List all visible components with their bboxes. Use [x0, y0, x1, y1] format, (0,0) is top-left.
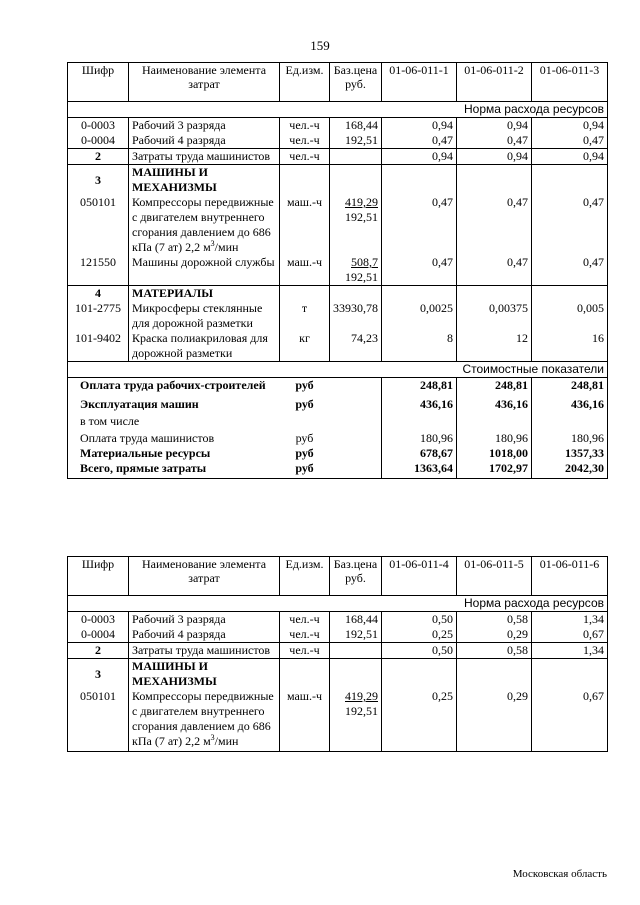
summary-label: Эксплуатация машин: [68, 393, 280, 412]
row-price: 192,51: [330, 133, 382, 149]
header-price: Баз.цена руб.: [330, 557, 382, 596]
header-code: Шифр: [68, 557, 129, 596]
material-price: 74,23: [330, 331, 382, 362]
machines-title: МАШИНЫ И МЕХАНИЗМЫ: [129, 659, 280, 690]
machine-value-1: 0,47: [382, 195, 457, 255]
machine-value-3: 0,47: [532, 255, 608, 286]
header-col-3: 01-06-011-3: [532, 63, 608, 102]
labor-code: 2: [68, 643, 129, 659]
row-value-2: 0,58: [457, 612, 532, 628]
header-name: Наименование элемента затрат: [129, 63, 280, 102]
page-number: 159: [310, 38, 330, 53]
machine-value-2: 0,47: [457, 255, 532, 286]
summary-value-3: 248,81: [532, 378, 608, 394]
summary-value-3: 1357,33: [532, 446, 608, 461]
machines-code: 3: [68, 165, 129, 196]
row-value-3: 0,67: [532, 627, 608, 643]
summary-unit: руб: [295, 397, 314, 411]
norm-label: Норма расхода ресурсов: [68, 102, 608, 118]
material-code: 101-9402: [68, 331, 129, 362]
row-code: 0-0004: [68, 133, 129, 149]
summary-value-1: 678,67: [382, 446, 457, 461]
summary-row: [68, 446, 608, 461]
summary-row: [68, 393, 608, 412]
table-row: [68, 118, 608, 134]
table-row: [68, 331, 608, 362]
table-header-row: [68, 557, 608, 596]
row-value-1: 0,47: [382, 133, 457, 149]
machine-value-3: 0,67: [532, 689, 608, 752]
machines-section-header: [68, 165, 608, 196]
header-unit: Ед.изм.: [280, 557, 330, 596]
machine-code: 050101: [68, 689, 129, 752]
machine-price: 419,29 192,51: [330, 689, 382, 752]
machine-name: Машины дорожной службы: [129, 255, 280, 286]
summary-value-1: 248,81: [382, 378, 457, 394]
summary-label: в том числе: [68, 412, 280, 429]
footer-region: Московская область: [512, 868, 607, 880]
header-col-2: 01-06-011-2: [457, 63, 532, 102]
material-value-3: 0,005: [532, 301, 608, 331]
machine-value-2: 0,29: [457, 689, 532, 752]
row-value-2: 0,47: [457, 133, 532, 149]
row-price: 168,44: [330, 118, 382, 134]
machine-name: Компрессоры передвижные с двигателем внутреннего сгорания давлением до 686 кПа (7 ат) 2,2 $м^3$/мин: [129, 195, 280, 255]
row-name: Рабочий 3 разряда: [129, 118, 280, 134]
norm-label: Норма расхода ресурсов: [68, 596, 608, 612]
header-name: Наименование элемента затрат: [129, 557, 280, 596]
table-row: [68, 255, 608, 286]
labor-row: [68, 643, 608, 659]
row-code: 0-0003: [68, 118, 129, 134]
labor-value-3: 1,34: [532, 643, 608, 659]
summary-value-2: 180,96: [457, 429, 532, 446]
row-value-2: 0,29: [457, 627, 532, 643]
summary-value-1: 180,96: [382, 429, 457, 446]
materials-section-header: [68, 286, 608, 302]
machine-unit: маш.-ч: [280, 195, 330, 255]
material-unit: т: [280, 301, 330, 331]
row-name: Рабочий 4 разряда: [129, 133, 280, 149]
material-name: Микросферы стеклянные для дорожной разметки: [129, 301, 280, 331]
material-name: Краска полиакриловая для дорожной разметки: [129, 331, 280, 362]
labor-value-2: 0,58: [457, 643, 532, 659]
header-col-6: 01-06-011-6: [532, 557, 608, 596]
estimate-table-2: [67, 556, 608, 752]
labor-unit: чел.-ч: [280, 149, 330, 165]
cost-label: Стоимостные показатели: [68, 362, 608, 378]
summary-value-1: 436,16: [382, 393, 457, 412]
summary-label: Оплата труда рабочих-строителей: [68, 378, 280, 394]
material-value-1: 8: [382, 331, 457, 362]
machine-code: 050101: [68, 195, 129, 255]
header-col-4: 01-06-011-4: [382, 557, 457, 596]
table-row: [68, 133, 608, 149]
summary-unit: руб: [295, 378, 314, 392]
header-col-5: 01-06-011-5: [457, 557, 532, 596]
material-value-2: 0,00375: [457, 301, 532, 331]
row-code: 0-0003: [68, 612, 129, 628]
summary-value-3: 180,96: [532, 429, 608, 446]
row-price: 192,51: [330, 627, 382, 643]
summary-value-3: 436,16: [532, 393, 608, 412]
row-value-3: 0,47: [532, 133, 608, 149]
summary-value-3: 2042,30: [532, 461, 608, 479]
machine-value-2: 0,47: [457, 195, 532, 255]
labor-value-2: 0,94: [457, 149, 532, 165]
labor-value-1: 0,50: [382, 643, 457, 659]
machine-price: 508,7 192,51: [330, 255, 382, 286]
summary-row: [68, 429, 608, 446]
machine-value-1: 0,25: [382, 689, 457, 752]
row-name: Рабочий 3 разряда: [129, 612, 280, 628]
machine-value-1: 0,47: [382, 255, 457, 286]
labor-value-1: 0,94: [382, 149, 457, 165]
materials-code: 4: [68, 286, 129, 302]
summary-unit: руб: [280, 461, 330, 479]
material-value-2: 12: [457, 331, 532, 362]
row-name: Рабочий 4 разряда: [129, 627, 280, 643]
row-value-1: 0,25: [382, 627, 457, 643]
summary-row: [68, 378, 608, 394]
estimate-table-1: [67, 62, 608, 479]
machine-price: 419,29 192,51: [330, 195, 382, 255]
machine-unit: маш.-ч: [280, 255, 330, 286]
summary-value-2: 1018,00: [457, 446, 532, 461]
labor-row: [68, 149, 608, 165]
labor-name: Затраты труда машинистов: [129, 643, 280, 659]
row-code: 0-0004: [68, 627, 129, 643]
row-value-1: 0,50: [382, 612, 457, 628]
row-unit: чел.-ч: [280, 118, 330, 134]
row-price: 168,44: [330, 612, 382, 628]
summary-value-1: 1363,64: [382, 461, 457, 479]
summary-value-2: 248,81: [457, 378, 532, 394]
machines-section-header: [68, 659, 608, 690]
summary-label: Оплата труда машинистов: [68, 429, 280, 446]
machine-code: 121550: [68, 255, 129, 286]
summary-label: Всего, прямые затраты: [68, 461, 280, 479]
material-code: 101-2775: [68, 301, 129, 331]
row-unit: чел.-ч: [280, 612, 330, 628]
labor-unit: чел.-ч: [280, 643, 330, 659]
row-unit: чел.-ч: [280, 627, 330, 643]
table-row: [68, 301, 608, 331]
labor-code: 2: [68, 149, 129, 165]
row-value-3: 0,94: [532, 118, 608, 134]
summary-unit: руб: [295, 431, 314, 445]
summary-value-2: 1702,97: [457, 461, 532, 479]
header-code: Шифр: [68, 63, 129, 102]
summary-unit: руб: [295, 446, 314, 460]
summary-row: [68, 412, 608, 429]
table-header-row: [68, 63, 608, 102]
machines-title: МАШИНЫ И МЕХАНИЗМЫ: [129, 165, 280, 196]
header-price: Баз.цена руб.: [330, 63, 382, 102]
machines-code: 3: [68, 659, 129, 690]
labor-name: Затраты труда машинистов: [129, 149, 280, 165]
summary-label: Материальные ресурсы: [68, 446, 280, 461]
material-price: 33930,78: [330, 301, 382, 331]
header-unit: Ед.изм.: [280, 63, 330, 102]
table-row: [68, 689, 608, 752]
machine-unit: маш.-ч: [280, 689, 330, 752]
row-unit: чел.-ч: [280, 133, 330, 149]
table-row: [68, 195, 608, 255]
machine-name: Компрессоры передвижные с двигателем внутреннего сгорания давлением до 686 кПа (7 ат) 2,2 $м^3$/мин: [129, 689, 280, 752]
row-value-3: 1,34: [532, 612, 608, 628]
summary-row: [68, 461, 608, 479]
table-row: [68, 612, 608, 628]
table-row: [68, 627, 608, 643]
summary-value-2: 436,16: [457, 393, 532, 412]
material-value-1: 0,0025: [382, 301, 457, 331]
material-unit: кг: [280, 331, 330, 362]
materials-title: МАТЕРИАЛЫ: [129, 286, 280, 302]
material-value-3: 16: [532, 331, 608, 362]
row-value-1: 0,94: [382, 118, 457, 134]
header-col-1: 01-06-011-1: [382, 63, 457, 102]
labor-value-3: 0,94: [532, 149, 608, 165]
row-value-2: 0,94: [457, 118, 532, 134]
machine-value-3: 0,47: [532, 195, 608, 255]
